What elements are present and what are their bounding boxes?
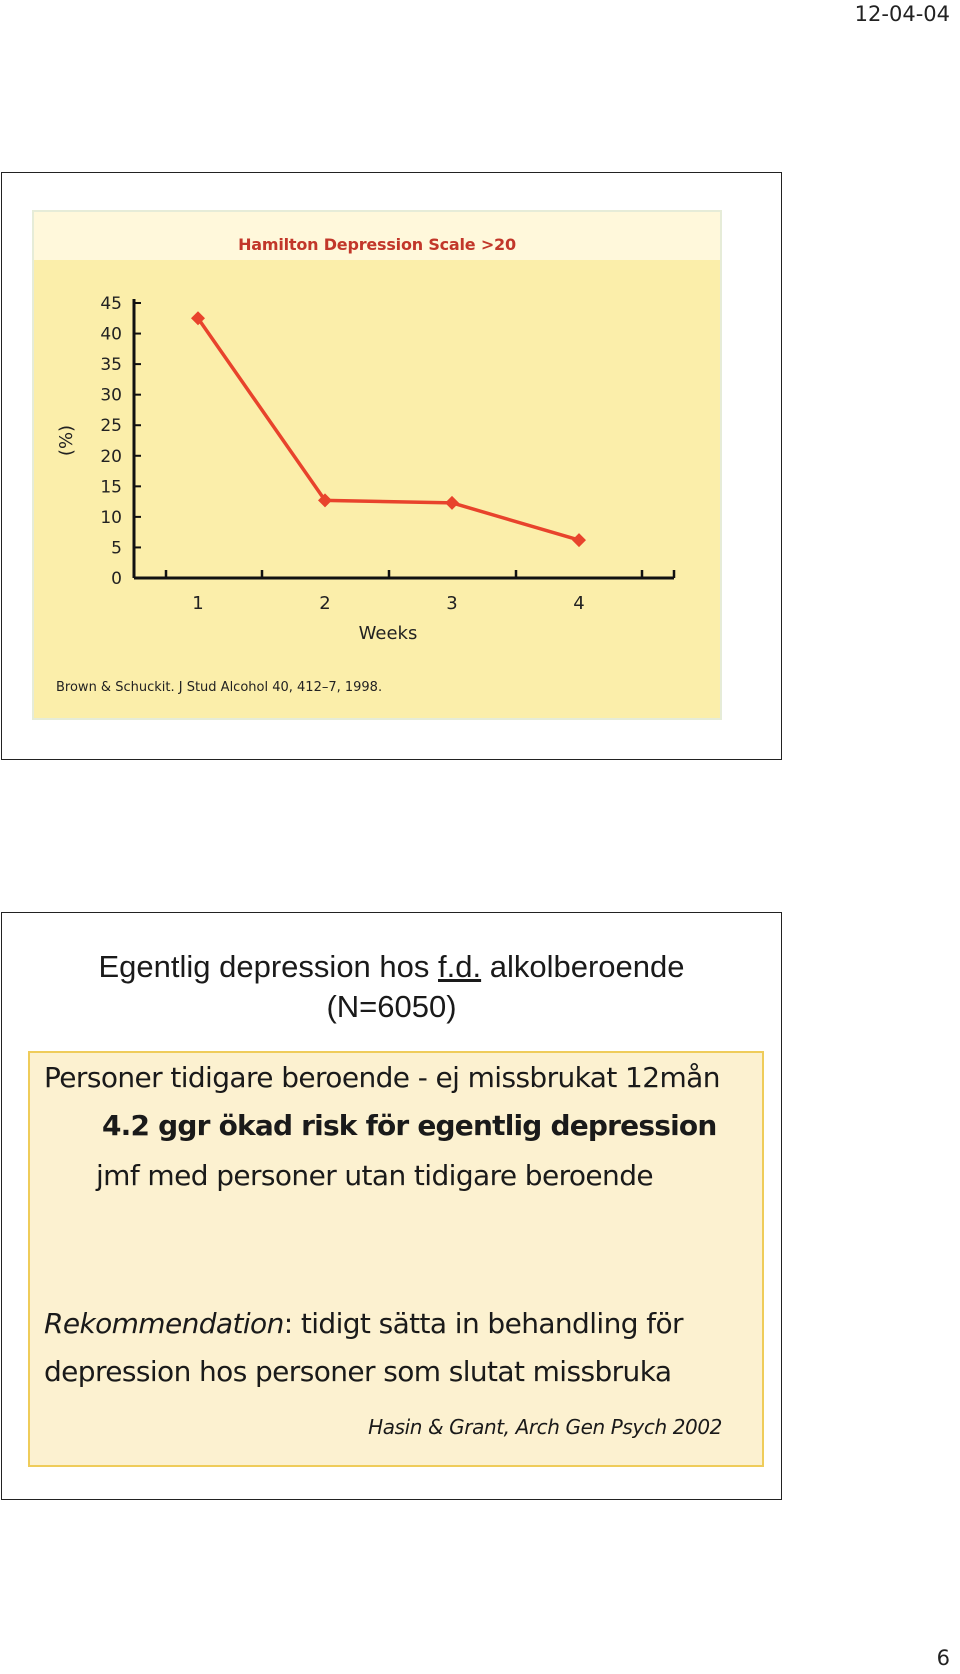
page-number: 6 [936,1646,950,1670]
finding-line-1: Personer tidigare beroende - ej missbrukat 12mån [44,1061,720,1094]
figure-title: Hamilton Depression Scale >20 [238,235,516,254]
line-chart [34,212,724,722]
y-tick-label: 40 [100,324,122,345]
y-tick-label: 5 [111,538,122,559]
recommendation-label: Rekommendation [44,1307,284,1340]
y-tick-label: 10 [100,507,122,528]
y-tick-label: 35 [100,355,122,376]
y-axis-label: (%) [56,424,77,457]
recommendation-text: : tidigt sätta in behandling för [283,1307,683,1340]
x-tick-label: 1 [192,593,204,614]
slide-2 [1,912,782,1500]
slide-1 [1,172,782,760]
finding-line-3: jmf med personer utan tidigare beroende [96,1159,653,1192]
slide-title [2,947,781,1027]
highlight-box [28,1051,764,1467]
data-point [445,496,459,510]
finding-line-2: 4.2 ggr ökad risk för egentlig depression [102,1109,717,1142]
x-tick-label: 3 [446,593,458,614]
slide-title-part1: Egentlig depression hos [98,949,439,984]
y-tick-label: 15 [100,477,122,498]
x-axis-label: Weeks [358,623,418,644]
recommendation-line-1 [44,1307,683,1340]
slide-title-part2: alkolberoende [481,949,685,984]
slide-title-abbrev: f.d. [438,949,482,984]
data-point [572,533,586,547]
x-tick-label: 2 [319,593,331,614]
y-tick-label: 25 [100,416,122,437]
y-tick-label: 0 [111,569,122,589]
y-tick-label: 30 [100,385,122,406]
figure-source: Brown & Schuckit. J Stud Alcohol 40, 412–7, 1998. [56,680,383,695]
x-tick-label: 4 [573,593,585,614]
series-line [198,318,579,540]
y-tick-label: 20 [100,446,122,467]
recommendation-line-2: depression hos personer som slutat missbruka [44,1355,672,1388]
citation: Hasin & Grant, Arch Gen Psych 2002 [368,1415,722,1439]
slide-title-line2: (N=6050) [326,989,457,1024]
chart-figure [32,210,722,720]
y-tick-label: 45 [100,294,122,314]
page-date: 12-04-04 [854,2,950,26]
